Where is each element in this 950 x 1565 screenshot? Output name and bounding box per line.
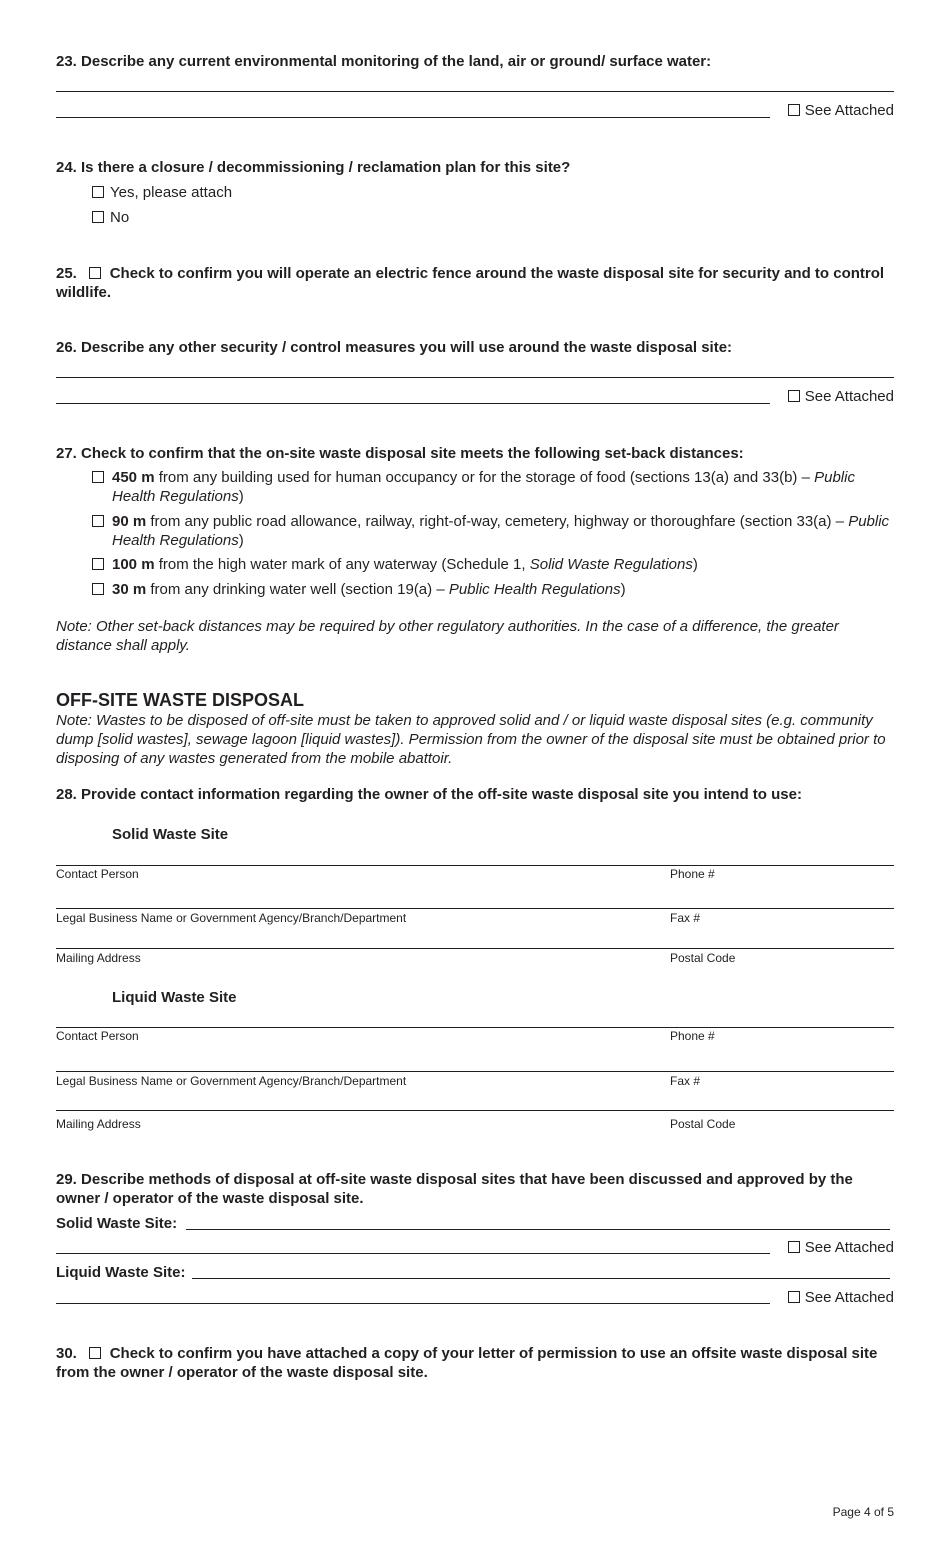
liquid-postal-label: Postal Code	[670, 1117, 736, 1131]
q29-solid-see-attached-label: See Attached	[804, 1239, 894, 1256]
q27-450m-checkbox[interactable]	[92, 471, 104, 483]
solid-contact-line[interactable]	[56, 865, 894, 866]
q23-answer-line-2[interactable]	[56, 117, 770, 118]
q27-setback-450m[interactable]	[92, 468, 894, 506]
q27-450m-distance: 450 m	[112, 469, 155, 486]
q25-number: 25.	[56, 265, 77, 282]
q26-answer-line-1[interactable]	[56, 377, 894, 378]
liquid-address-line[interactable]	[56, 1110, 894, 1111]
q29-liquid-see-attached-checkbox[interactable]	[788, 1291, 800, 1303]
q29-liquid-see-attached[interactable]	[788, 1288, 894, 1307]
q27-450m-close: )	[238, 488, 244, 505]
q27-100m-close: )	[692, 556, 698, 573]
solid-business-label: Legal Business Name or Government Agency/Branch/Department	[56, 911, 407, 925]
liquid-waste-site-title: Liquid Waste Site	[112, 989, 237, 1006]
solid-address-label: Mailing Address	[56, 951, 141, 965]
q29-solid-label: Solid Waste Site:	[56, 1215, 178, 1232]
q27-30m-text: from any drinking water well (section 19(a) –	[146, 581, 449, 598]
q25-checkbox[interactable]	[89, 267, 101, 279]
liquid-business-line[interactable]	[56, 1071, 894, 1072]
liquid-contact-label: Contact Person	[56, 1029, 139, 1043]
q23-see-attached-label: See Attached	[804, 102, 894, 119]
solid-postal-label: Postal Code	[670, 951, 736, 965]
q26-question: 26. Describe any other security / control measures you will use around the waste disposal site:	[56, 339, 733, 356]
q27-100m-regulation: Solid Waste Regulations	[529, 556, 693, 573]
q29-liquid-label: Liquid Waste Site:	[56, 1264, 186, 1281]
page-number: Page 4 of 5	[832, 1505, 894, 1519]
solid-contact-label: Contact Person	[56, 867, 139, 881]
q24-no-checkbox[interactable]	[92, 211, 104, 223]
q29-solid-line-2[interactable]	[56, 1253, 770, 1254]
q27-30m-checkbox[interactable]	[92, 583, 104, 595]
q26-see-attached[interactable]	[788, 387, 894, 406]
q29-solid-see-attached[interactable]	[788, 1238, 894, 1257]
q29-liquid-see-attached-label: See Attached	[804, 1289, 894, 1306]
q27-90m-checkbox[interactable]	[92, 515, 104, 527]
solid-waste-site-title: Solid Waste Site	[112, 826, 229, 843]
q29-solid-line-1[interactable]	[186, 1229, 890, 1230]
offsite-heading: OFF-SITE WASTE DISPOSAL	[56, 690, 305, 710]
q29-solid-see-attached-checkbox[interactable]	[788, 1241, 800, 1253]
q24-option-yes[interactable]	[92, 183, 232, 202]
q27-30m-regulation: Public Health Regulations	[448, 581, 621, 598]
q27-90m-distance: 90 m	[112, 513, 147, 530]
q26-see-attached-checkbox[interactable]	[788, 390, 800, 402]
q30-checkbox[interactable]	[89, 1347, 101, 1359]
q27-90m-text: from any public road allowance, railway, right-of-way, cemetery, highway or thoroughfare (section 33(a) –	[146, 513, 849, 530]
solid-business-line[interactable]	[56, 908, 894, 909]
liquid-address-label: Mailing Address	[56, 1117, 141, 1131]
offsite-note: Note: Wastes to be disposed of off-site must be taken to approved solid and / or liquid waste disposal sites (e.g. community dump [solid wastes], sewage lagoon [liquid wastes]). Permission from the owner of the disposal site must be obtained prior to disposing of any wastes generated from the mobile abattoir.	[56, 712, 886, 767]
q24-option-no[interactable]	[92, 208, 129, 227]
q26-see-attached-label: See Attached	[804, 388, 894, 405]
q23-question: 23. Describe any current environmental monitoring of the land, air or ground/ surface water:	[56, 53, 712, 70]
q27-30m-distance: 30 m	[112, 581, 147, 598]
q30-question	[56, 1344, 894, 1382]
solid-phone-label: Phone #	[670, 867, 715, 881]
q30-number: 30.	[56, 1345, 77, 1362]
q27-450m-regulation: Public Health Regulations	[112, 469, 855, 505]
q24-yes-checkbox[interactable]	[92, 186, 104, 198]
q27-setback-30m[interactable]	[92, 580, 894, 599]
liquid-phone-label: Phone #	[670, 1029, 715, 1043]
q30-text: Check to confirm you have attached a copy of your letter of permission to use an offsite waste disposal site from the owner / operator of the waste disposal site.	[56, 1345, 878, 1381]
q29-liquid-line-2[interactable]	[56, 1303, 770, 1304]
q23-answer-line-1[interactable]	[56, 91, 894, 92]
q27-450m-text: from any building used for human occupancy or for the storage of food (sections 13(a) and 33(b) –	[154, 469, 815, 486]
q27-setback-100m[interactable]	[92, 555, 894, 574]
q27-question: 27. Check to confirm that the on-site waste disposal site meets the following set-back distances:	[56, 445, 744, 462]
q27-setback-90m[interactable]	[92, 512, 894, 550]
q26-answer-line-2[interactable]	[56, 403, 770, 404]
q28-question: 28. Provide contact information regarding the owner of the off-site waste disposal site you intend to use:	[56, 786, 802, 803]
q24-question: 24. Is there a closure / decommissioning / reclamation plan for this site?	[56, 159, 571, 176]
q29-question: 29. Describe methods of disposal at off-site waste disposal sites that have been discussed and approved by the owner / operator of the waste disposal site.	[56, 1171, 853, 1207]
q27-30m-close: )	[620, 581, 626, 598]
q27-note: Note: Other set-back distances may be required by other regulatory authorities. In the case of a difference, the greater distance shall apply.	[56, 618, 839, 654]
q24-no-label: No	[110, 209, 130, 226]
q27-100m-distance: 100 m	[112, 556, 155, 573]
q27-100m-checkbox[interactable]	[92, 558, 104, 570]
liquid-business-label: Legal Business Name or Government Agency/Branch/Department	[56, 1074, 407, 1088]
q23-see-attached[interactable]	[788, 101, 894, 120]
q27-90m-close: )	[238, 532, 244, 549]
solid-address-line[interactable]	[56, 948, 894, 949]
q25-text: Check to confirm you will operate an electric fence around the waste disposal site for security and to control wildlife.	[56, 265, 885, 301]
q27-100m-text: from the high water mark of any waterway (Schedule 1,	[154, 556, 530, 573]
solid-fax-label: Fax #	[670, 911, 701, 925]
q25-question	[56, 264, 894, 302]
q23-see-attached-checkbox[interactable]	[788, 104, 800, 116]
liquid-fax-label: Fax #	[670, 1074, 701, 1088]
q29-liquid-line-1[interactable]	[192, 1278, 890, 1279]
q27-90m-regulation: Public Health Regulations	[112, 513, 890, 549]
q24-yes-label: Yes, please attach	[110, 184, 233, 201]
liquid-contact-line[interactable]	[56, 1027, 894, 1028]
